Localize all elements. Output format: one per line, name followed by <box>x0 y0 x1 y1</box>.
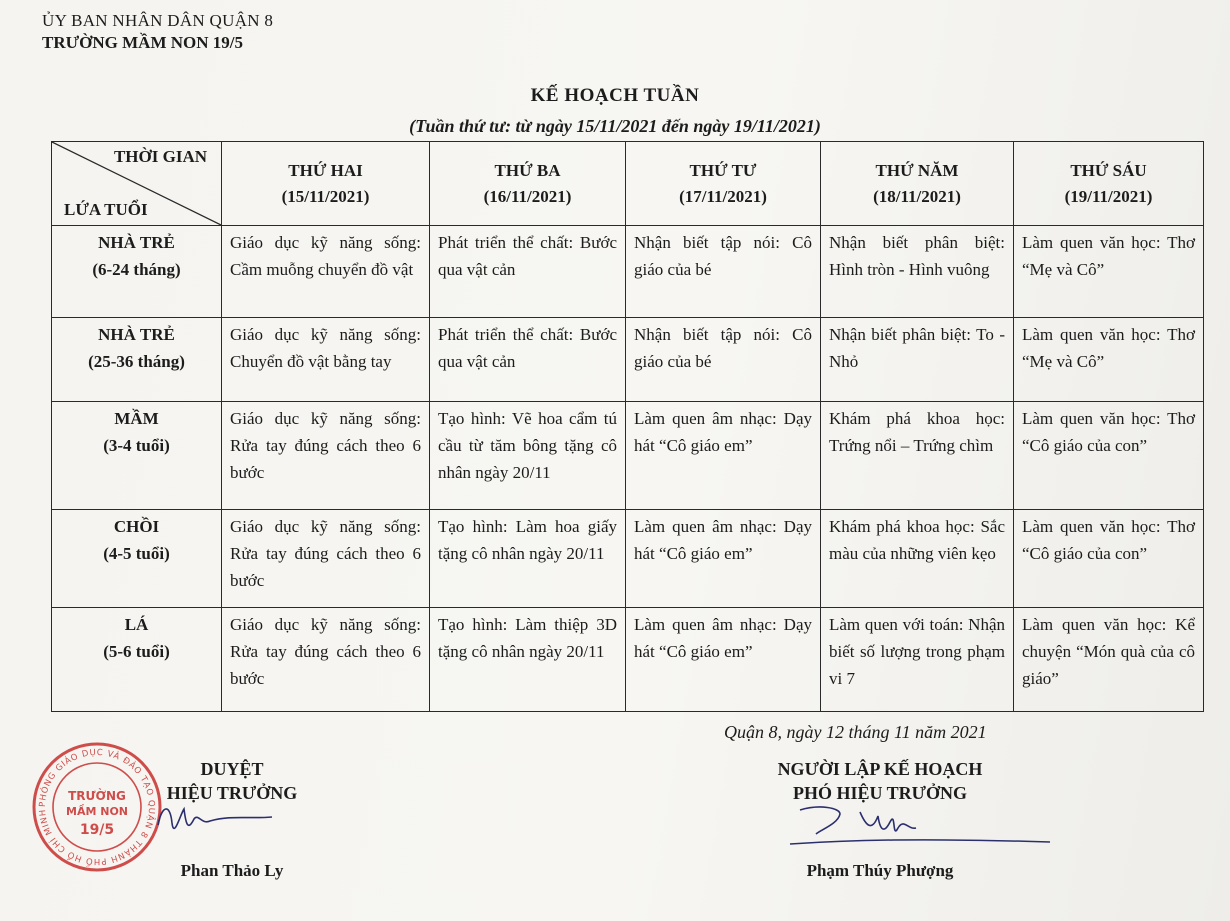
day-header <box>821 142 1014 226</box>
activity-cell: Nhận biết phân biệt: Hình tròn - Hình vuông <box>821 226 1014 318</box>
activity-cell: Giáo dục kỹ năng sống: Rửa tay đúng cách theo 6 bước <box>222 402 430 510</box>
activity-cell: Nhận biết tập nói: Cô giáo của bé <box>626 318 821 402</box>
table-row <box>52 226 1204 318</box>
activity-cell: Giáo dục kỹ năng sống: Rửa tay đúng cách theo 6 bước <box>222 510 430 608</box>
activity-cell: Giáo dục kỹ năng sống: Chuyển đồ vật bằng tay <box>222 318 430 402</box>
day-name: THỨ BA <box>494 160 561 180</box>
table-row <box>52 510 1204 608</box>
day-header <box>430 142 626 226</box>
corner-cell <box>52 142 222 226</box>
age-range: (5-6 tuổi) <box>103 642 170 661</box>
activity-cell: Tạo hình: Làm hoa giấy tặng cô nhân ngày 20/11 <box>430 510 626 608</box>
document-title: KẾ HOẠCH TUẦN <box>530 85 700 106</box>
activity-cell: Khám phá khoa học: Sắc màu của những viên kẹo <box>821 510 1014 608</box>
document-header <box>42 10 273 54</box>
weekly-plan-table <box>51 141 1204 712</box>
stamp-line2: MẦM NON <box>66 805 128 818</box>
day-name: THỨ TƯ <box>689 160 757 180</box>
planner-role: PHÓ HIỆU TRƯỞNG <box>792 783 967 803</box>
activity-cell: Làm quen văn học: Thơ “Mẹ và Cô” <box>1014 318 1204 402</box>
age-group-name: NHÀ TRẺ <box>98 233 175 252</box>
planner-label: NGƯỜI LẬP KẾ HOẠCH <box>777 759 983 779</box>
day-name: THỨ SÁU <box>1070 160 1147 180</box>
age-range: (3-4 tuổi) <box>103 436 170 455</box>
activity-cell: Phát triển thể chất: Bước qua vật cản <box>430 318 626 402</box>
day-date: (19/11/2021) <box>1064 186 1153 206</box>
corner-time-label: THỜI GIAN <box>113 147 207 166</box>
age-group-name: NHÀ TRẺ <box>98 325 175 344</box>
activity-cell: Làm quen văn học: Thơ “Cô giáo của con” <box>1014 402 1204 510</box>
activity-cell: Tạo hình: Vẽ hoa cẩm tú cầu từ tăm bông tặng cô nhân ngày 20/11 <box>430 402 626 510</box>
age-group-cell <box>52 402 222 510</box>
age-range: (6-24 tháng) <box>92 260 181 279</box>
activity-cell: Khám phá khoa học: Trứng nổi – Trứng chìm <box>821 402 1014 510</box>
school-name: TRƯỜNG MẦM NON 19/5 <box>42 33 243 52</box>
day-date: (15/11/2021) <box>281 186 370 206</box>
activity-cell: Làm quen âm nhạc: Dạy hát “Cô giáo em” <box>626 608 821 712</box>
principal-signature-icon <box>150 795 280 845</box>
vice-principal-signature-icon <box>780 800 1060 860</box>
age-group-name: LÁ <box>124 615 149 634</box>
day-date: (17/11/2021) <box>679 186 767 206</box>
activity-cell: Nhận biết tập nói: Cô giáo của bé <box>626 226 821 318</box>
day-date: (18/11/2021) <box>873 186 961 206</box>
approval-label: DUYỆT <box>200 759 264 779</box>
stamp-line3: 19/5 <box>79 822 115 838</box>
activity-cell: Phát triển thể chất: Bước qua vật cản <box>430 226 626 318</box>
table-header-row <box>52 142 1204 226</box>
date-line: Quận 8, ngày 12 tháng 11 năm 2021 <box>724 722 987 742</box>
approval-role: HIỆU TRƯỞNG <box>166 783 298 803</box>
age-group-cell <box>52 226 222 318</box>
table-row <box>52 608 1204 712</box>
day-name: THỨ NĂM <box>875 160 959 180</box>
age-group-name: CHỒI <box>113 517 160 536</box>
title-block <box>0 84 1230 138</box>
stamp-ring-text: PHÒNG GIÁO DỤC VÀ ĐÀO TẠO QUẬN 8 THÀNH PHỐ HỒ CHÍ MINH <box>37 747 157 867</box>
approver-name: Phan Thảo Ly <box>180 861 284 880</box>
activity-cell: Làm quen văn học: Thơ “Mẹ và Cô” <box>1014 226 1204 318</box>
committee-name: ỦY BAN NHÂN DÂN QUẬN 8 <box>42 11 274 30</box>
activity-cell: Làm quen văn học: Kể chuyện “Món quà của cô giáo” <box>1014 608 1204 712</box>
corner-age-label: LỨA TUỔI <box>64 200 148 219</box>
activity-cell: Tạo hình: Làm thiệp 3D tặng cô nhân ngày 20/11 <box>430 608 626 712</box>
day-header <box>1014 142 1204 226</box>
day-header <box>222 142 430 226</box>
age-group-cell <box>52 510 222 608</box>
age-group-name: MẦM <box>114 409 159 428</box>
activity-cell: Nhận biết phân biệt: To - Nhỏ <box>821 318 1014 402</box>
activity-cell: Làm quen âm nhạc: Dạy hát “Cô giáo em” <box>626 510 821 608</box>
age-group-cell <box>52 318 222 402</box>
document-subtitle: (Tuần thứ tư: từ ngày 15/11/2021 đến ngày 19/11/2021) <box>409 116 821 136</box>
day-header <box>626 142 821 226</box>
activity-cell: Làm quen văn học: Thơ “Cô giáo của con” <box>1014 510 1204 608</box>
activity-cell: Làm quen âm nhạc: Dạy hát “Cô giáo em” <box>626 402 821 510</box>
stamp-line1: TRƯỜNG <box>68 789 126 803</box>
table-row <box>52 318 1204 402</box>
day-date: (16/11/2021) <box>483 186 572 206</box>
activity-cell: Giáo dục kỹ năng sống: Cầm muỗng chuyển đồ vật <box>222 226 430 318</box>
activity-cell: Giáo dục kỹ năng sống: Rửa tay đúng cách theo 6 bước <box>222 608 430 712</box>
age-range: (4-5 tuổi) <box>103 544 170 563</box>
planner-name: Phạm Thúy Phượng <box>806 861 954 880</box>
table-row <box>52 402 1204 510</box>
age-range: (25-36 tháng) <box>88 352 185 371</box>
age-group-cell <box>52 608 222 712</box>
day-name: THỨ HAI <box>288 160 363 180</box>
activity-cell: Làm quen với toán: Nhận biết số lượng trong phạm vi 7 <box>821 608 1014 712</box>
